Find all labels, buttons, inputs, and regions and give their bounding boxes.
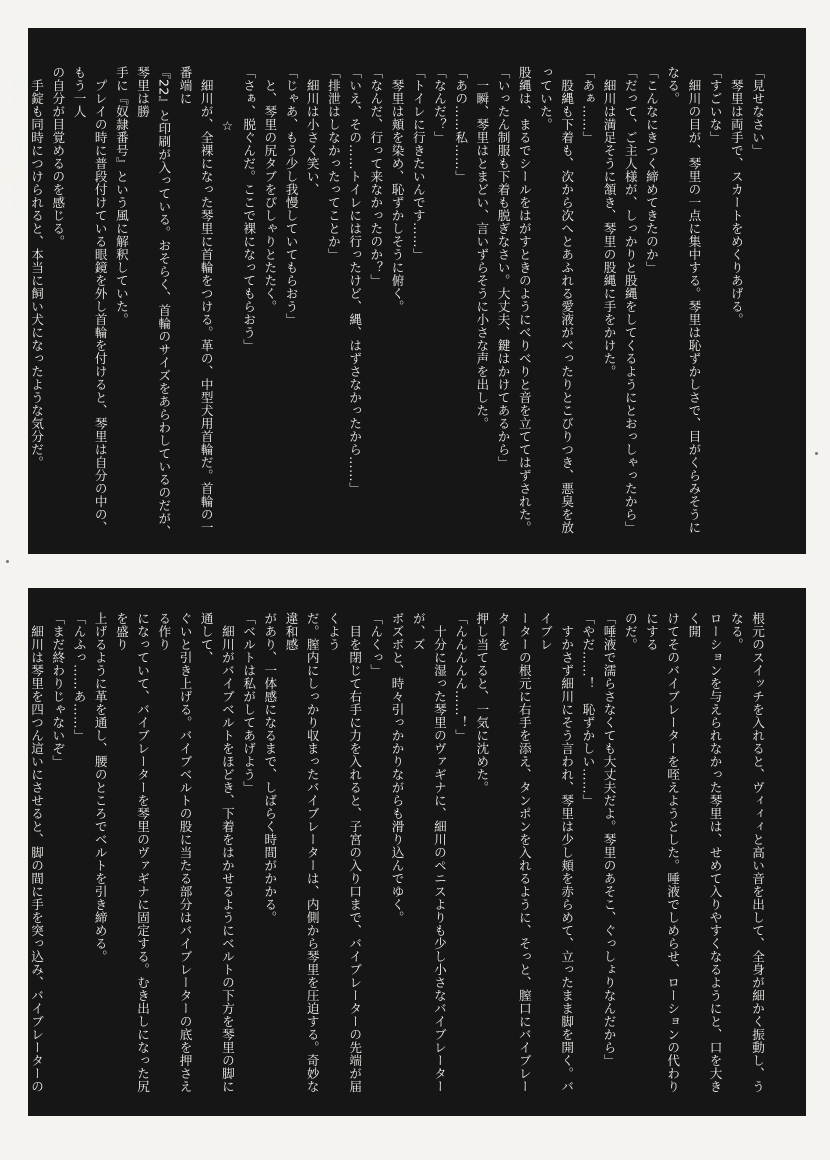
text-line: 手錠も同時につけられると、本当に飼い犬になったような気分だ。 bbox=[29, 66, 45, 469]
text-line: 股縄は、まるでシールをはがすときのようにべりべりと音を立ててはずされた。 bbox=[516, 66, 532, 534]
text-line: 細川は小さく笑い、 bbox=[304, 66, 320, 196]
text-line: すかさず細川にそう言われ、琴里は少し頬を赤らめて、立ったまま脚を開く。バイブレ bbox=[537, 612, 575, 1093]
text-line: 十分に湿った琴里のヴァギナに、細川のペニスよりも少し小さなバイブレーターが、ズ bbox=[410, 612, 447, 1093]
text-line: 「あの……私……」 bbox=[453, 66, 469, 183]
text-line: プレイの時に普段付けている眼鏡を外し首輪を付けると、琴里は自分の中の、もう一人 bbox=[71, 66, 108, 534]
text-line: 琴里は両手で、スカートをめくりあげる。 bbox=[728, 66, 744, 326]
text-line: になっていて、バイブレーターを琴里のヴァギナに固定する。むき出しになった尻を盛り bbox=[113, 612, 151, 1093]
text-line: 「ベルトは私がしてあげよう」 bbox=[241, 612, 257, 794]
text-line: 「それと、今日はこれもだ」 bbox=[7, 66, 23, 235]
text-line: 「いったん制服も下着も脱ぎなさい。大丈夫、鍵はかけてあるから」 bbox=[495, 66, 511, 469]
text-line: 細川がバイブベルトをほどき、下着をはかせるようにベルトの下方を琴里の脚に通して、 bbox=[198, 612, 235, 1093]
text-line: 「んんんんん……！」 bbox=[453, 612, 469, 742]
bottom-text-panel bbox=[7, 588, 806, 1116]
text-line: 「すごいな」 bbox=[707, 66, 723, 144]
text-line: 「唾液で濡らさなくても大丈夫だよ。琴里のあそこ、ぐっしょりなんだから」 bbox=[601, 612, 617, 1067]
text-line: 「なんだ、行って来なかったのか？」 bbox=[368, 66, 384, 287]
text-line: 押し当てると、一気に沈めた。 bbox=[474, 612, 490, 794]
section-break-star: ☆ bbox=[219, 66, 235, 134]
text-line: 「さぁ、脱ぐんだ。ここで裸になってもらおう」 bbox=[241, 66, 257, 352]
bottom-vertical-text-block bbox=[7, 612, 768, 1098]
text-line: ローションを与えられなかった琴里は、せめて入りやすくなるようにと、口を大きく開 bbox=[686, 612, 723, 1093]
text-line: 「んふっ……あ……」 bbox=[71, 612, 87, 742]
text-line: 「いえ、その……トイレには行ったけど、縄、はずさなかったから……」 bbox=[347, 66, 363, 495]
text-line: 一瞬、琴里はとまどい、言いずらそうに小さな声を出した。 bbox=[474, 66, 490, 430]
text-line: 琴里は頬を染め、恥ずかしそうに俯く。 bbox=[389, 66, 405, 313]
text-line bbox=[0, 66, 5, 538]
text-line: 「なんだ？」 bbox=[431, 66, 447, 144]
text-line: 「やだ……！ 恥ずかしい……」 bbox=[580, 612, 596, 807]
text-line: 「トイレに行きたいんです……」 bbox=[410, 66, 426, 261]
text-line: 手に『奴隷番号』という風に解釈していた。 bbox=[113, 66, 129, 326]
text-line: 「まだ終わりじゃないぞ」 bbox=[50, 612, 66, 768]
text-line: 「じゃあ、もう少し我慢していてもらおう」 bbox=[283, 66, 299, 326]
text-line: 「だって、ご主人様が、しっかりと股縄をしてくるようにとおっしゃったから」 bbox=[622, 66, 638, 534]
text-line: の自分が目覚めるのを感じる。 bbox=[50, 66, 66, 248]
top-text-panel bbox=[7, 28, 806, 554]
text-line: ぐいと引き上げる。バイブベルトの股に当たる部分はバイブレーターの底を押さえる作り bbox=[156, 612, 193, 1093]
text-line: 『22』と印刷が入っている。おそらく、首輪のサイズをあらわしているのだが、琴里は勝 bbox=[135, 66, 172, 538]
text-line: だ。膣内にしっかり収まったバイブレーターは、内側から琴里を圧迫する。奇妙な違和感 bbox=[283, 612, 320, 1093]
text-line: 目を閉じて右手に力を入れると、子宮の入り口まで、バイブレーターの先端が届くよう bbox=[325, 612, 363, 1093]
text-line: 「排泄はしなかったってことか」 bbox=[325, 66, 341, 261]
text-line: と、琴里の尻タブをぴしゃりとたたく。 bbox=[262, 66, 278, 313]
top-vertical-text-block bbox=[7, 66, 768, 538]
text-line: 「こんなにきつく締めてきたのか」 bbox=[643, 66, 659, 274]
text-line: のだ。 bbox=[622, 612, 638, 651]
text-line: 細川は琴里を四つん這いにさせると、脚の間に手を突っ込み、バイブレーターのスイッ bbox=[7, 612, 45, 1093]
text-line: 「んくっ」 bbox=[368, 612, 384, 677]
text-line: 「見せなさい」 bbox=[750, 66, 765, 157]
text-line bbox=[0, 612, 5, 1098]
text-line: 細川の目が、琴里の一点に集中する。琴里は恥ずかしさで、目がくらみそうになる。 bbox=[665, 66, 702, 534]
text-line: ーターの根元に右手を添え、タンポンを入れるように、そっと、膣口にバイブレーターを bbox=[495, 612, 532, 1093]
text-line: 股縄も下着も、次から次へとあふれる愛液がべったりとこびりつき、悪臭を放っていた。 bbox=[537, 66, 575, 534]
margin-speck bbox=[6, 560, 9, 563]
text-line: 細川は満足そうに頷き、琴里の股縄に手をかけた。 bbox=[601, 66, 617, 378]
text-line: 上げるように革を通し、腰のところでベルトを引き締める。 bbox=[92, 612, 108, 963]
text-line: 根元のスイッチを入れると、ヴィィィと高い音を出して、全身が細かく振動し、うなる。 bbox=[728, 612, 765, 1093]
text-line: があり、一体感になるまで、しばらく時間がかかる。 bbox=[262, 612, 278, 924]
margin-speck bbox=[815, 452, 818, 455]
text-line: ボズボと、時々引っかかりながらも滑り込んでゆく。 bbox=[389, 612, 405, 924]
text-line: 「あぁ……」 bbox=[580, 66, 596, 144]
text-line: 細川が、全裸になった琴里に首輪をつける。革の、中型犬用首輪だ。首輪の一番端に bbox=[177, 66, 214, 534]
text-line: けてそのバイブレーターを咥えようとした。唾液でしめらせ、ローションの代わりにする bbox=[643, 612, 681, 1093]
